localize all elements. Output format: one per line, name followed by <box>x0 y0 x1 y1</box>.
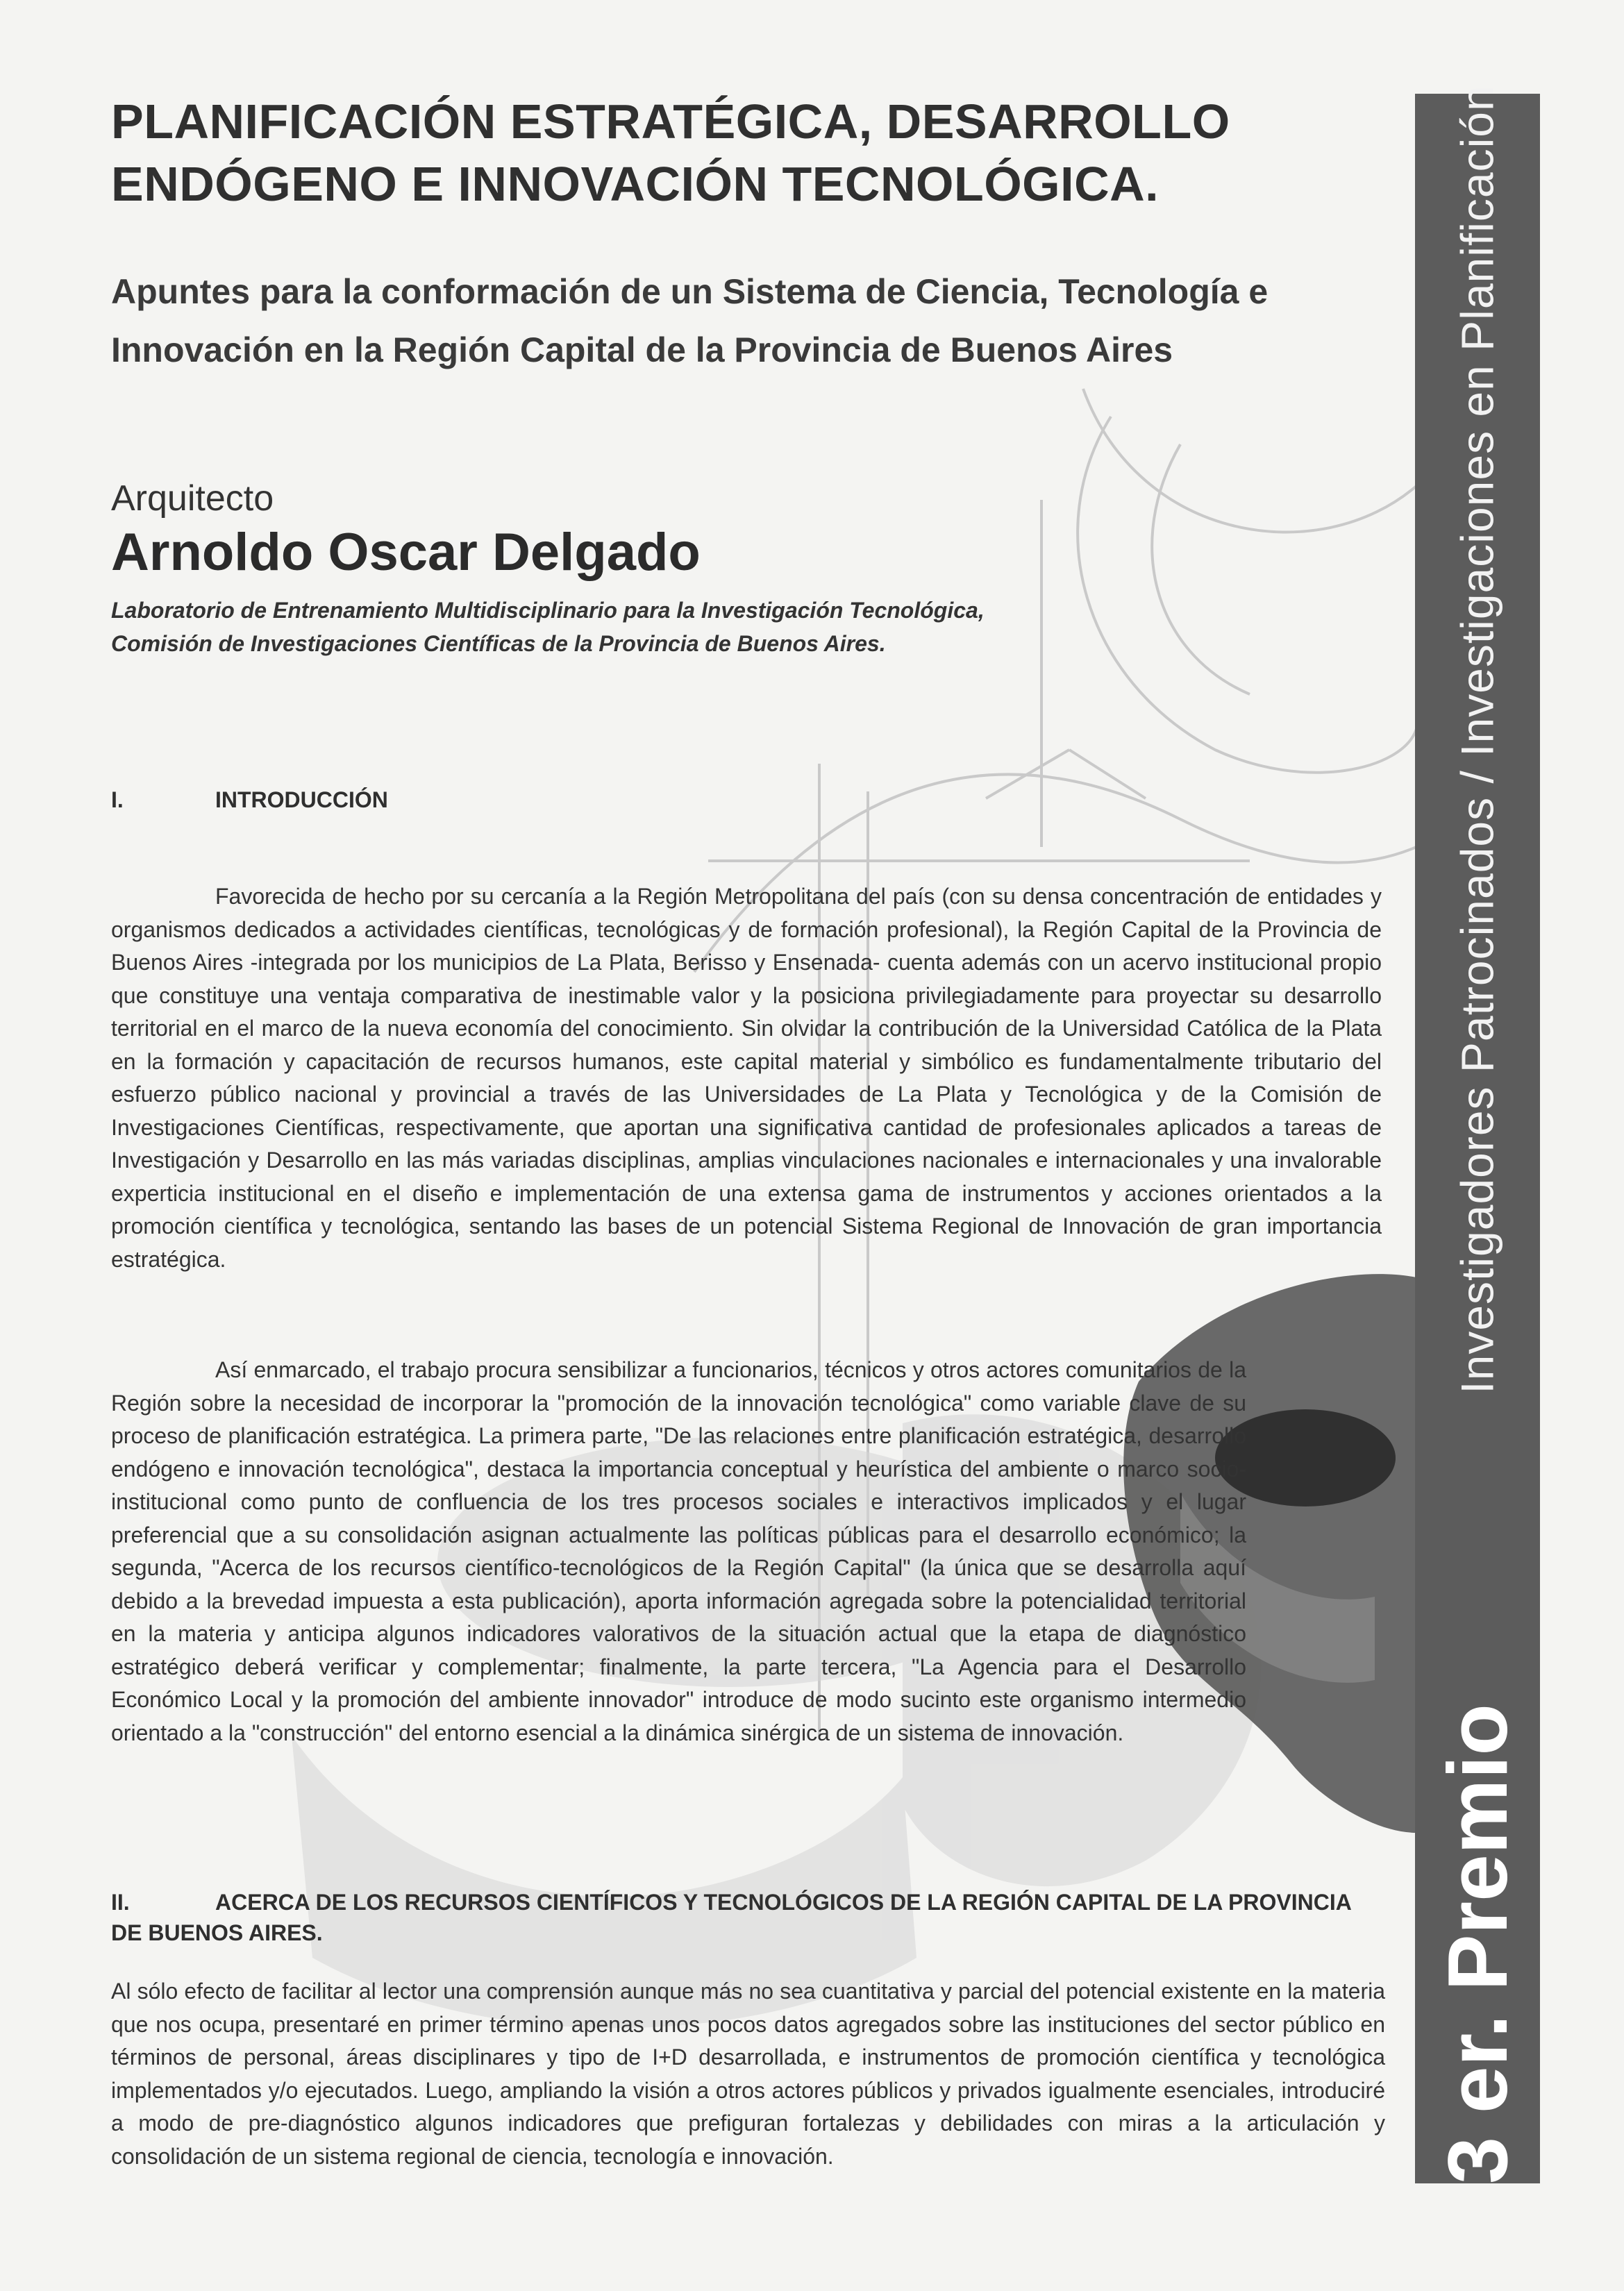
sidebar-award-label: 3 er. Premio <box>1430 1704 1525 2184</box>
section-number: I. <box>111 787 124 812</box>
section-title: INTRODUCCIÓN <box>215 787 388 812</box>
body-paragraph: Así enmarcado, el trabajo procura sensibilizar a funcionarios, técnicos y otros actores comunitarios de la Región sobre la necesidad de incorporar la "promoción de la innovación tecnológica" como variable clave de su proceso de planificación estratégica. La primera parte, "De las relaciones entre planificación estratégica, desarrollo endógeno e innovación tecnológica", destaca la importancia conceptual y heurística del ambiente o marco socio-institucional como punto de confluencia de los tres procesos sociales e interactivos implicados y el lugar preferencial que a su consolidación asignan actualmente las políticas públicas para el desarrollo económico; la segunda, "Acerca de los recursos científico-tecnológicos de la Región Capital" (la única que se desarrolla aquí debido a la brevedad impuesta a esta publicación), aporta información agregada sobre la potencialidad territorial en la materia y anticipa algunos indicadores valorativos de la situación actual que la etapa de diagnóstico estratégico deberá verificar y complementar; finalmente, la parte tercera, "La Agencia para el Desarrollo Económico Local y la promoción del ambiente innovador" introduce de modo sucinto este organismo intermedio orientado a la "construcción" del entorno esencial a la dinámica sinérgica de un sistema de innovación. <box>111 1357 1246 1745</box>
author-role: Arquitecto <box>111 478 274 519</box>
sidebar-category-label: Investigadores Patrocinados / Investigaciones en Planificación <box>1452 85 1504 1394</box>
sidebar-category-area <box>1415 85 1540 1394</box>
article-subtitle: Apuntes para la conformación de un Sistema de Ciencia, Tecnología e Innovación en la Región Capital de la Provincia de Buenos Aires <box>111 272 1269 369</box>
section-number: II. <box>111 1890 130 1915</box>
body-paragraph: Favorecida de hecho por su cercanía a la Región Metropolitana del país (con su densa concentración de entidades y organismos dedicados a actividades científicas, tecnológicas y de formación profesional), la Región Capital de la Provincia de Buenos Aires -integrada por los municipios de La Plata, Berisso y Ensenada- cuenta además con un acervo institucional propio que constituye una ventaja comparativa de inestimable valor y la posiciona privilegiadamente para proyectar su desarrollo territorial en el marco de la nueva economía del conocimiento. Sin olvidar la contribución de la Universidad Católica de la Plata en la formación y capacitación de recursos humanos, este capital material y simbólico es fundamentalmente tributario del esfuerzo público nacional y provincial a través de las Universidades de La Plata y Tecnológica y de la Comisión de Investigaciones Científicas, respectivamente, que aportan una significativa cantidad de profesionales aplicados a tareas de Investigación y Desarrollo en las más variadas disciplinas, amplias vinculaciones nacionales e internacionales y una invalorable experticia institucional en el diseño e implementación de una extensa gama de instrumentos y acciones orientados a la promoción científica y tecnológica, sentando las bases de un potencial Sistema Regional de Innovación de gran importancia estratégica. <box>111 884 1382 1272</box>
body-paragraph: Al sólo efecto de facilitar al lector una comprensión aunque más no sea cuantitativa y parcial del potencial existente en la materia que nos ocupa, presentaré en primer término apenas unos pocos datos agregados sobre las instituciones del sector público en términos de personal, áreas disciplinares y tipo de I+D desarrollada, e instrumentos de promoción científica y tecnológica implementados y/o ejecutados. Luego, ampliando la visión a otros actores públicos y privados igualmente esenciales, introduciré a modo de pre-diagnóstico algunos indicadores que prefiguran fortalezas y debilidades con miras a la articulación y consolidación de un sistema regional de ciencia, tecnología e innovación. <box>111 1979 1385 2169</box>
affiliation-line: Laboratorio de Entrenamiento Multidisciplinario para la Investigación Tecnológica, <box>111 598 985 623</box>
author-affiliation <box>111 594 1222 660</box>
author-name: Arnoldo Oscar Delgado <box>111 523 701 582</box>
sidebar-award-area <box>1415 1704 1540 2183</box>
affiliation-line: Comisión de Investigaciones Científicas de la Provincia de Buenos Aires. <box>111 631 886 656</box>
section-title: ACERCA DE LOS RECURSOS CIENTÍFICOS Y TECNOLÓGICOS DE LA REGIÓN CAPITAL DE LA PROVINCIA DE BUENOS AIRES. <box>111 1890 1351 1945</box>
article-title: PLANIFICACIÓN ESTRATÉGICA, DESARROLLO ENDÓGENO E INNOVACIÓN TECNOLÓGICA. <box>111 94 1230 211</box>
section-heading-introduccion <box>111 784 388 815</box>
section-heading-recursos <box>111 1887 1378 1948</box>
sidebar-band <box>1415 85 1540 2184</box>
